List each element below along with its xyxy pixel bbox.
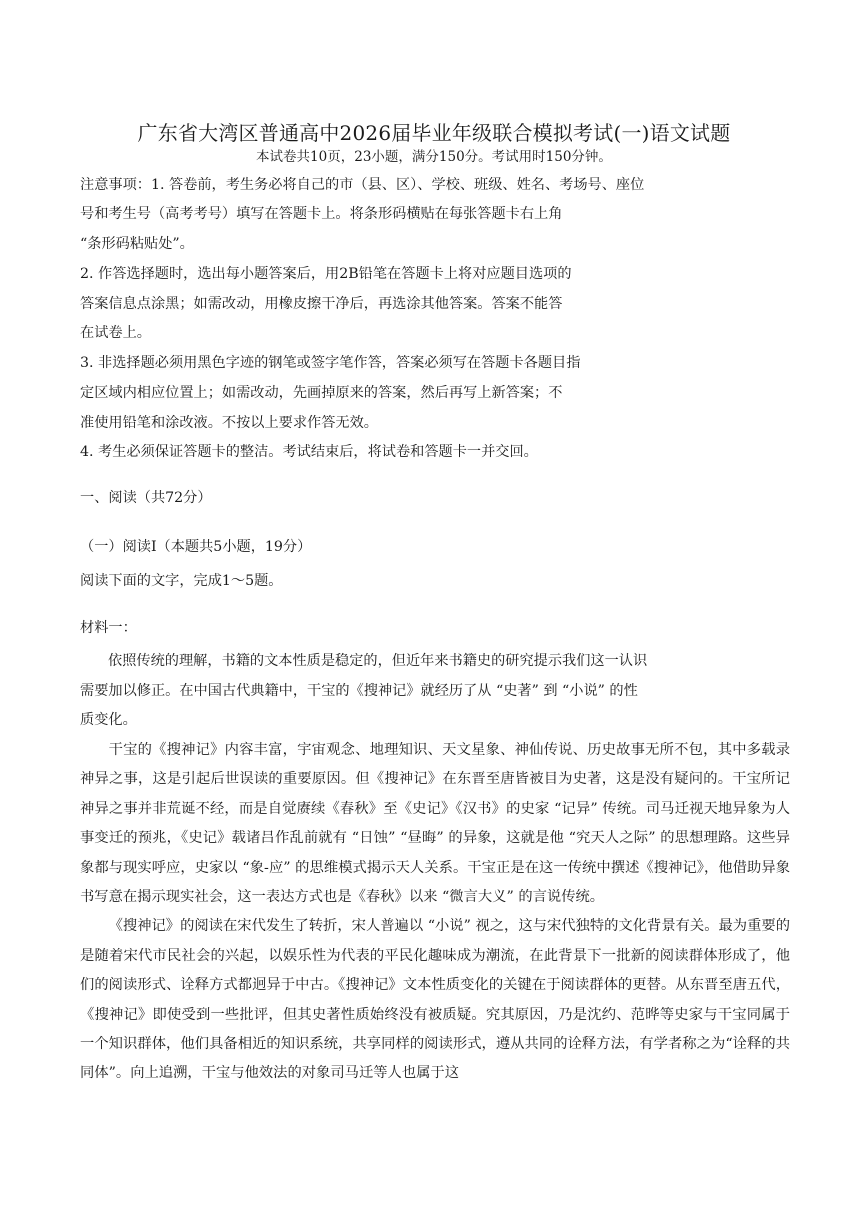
notice-line: 准使用铅笔和涂改液。不按以上要求作答无效。 [80, 415, 378, 431]
notice-line: 答案信息点涂黑；如需改动，用橡皮擦干净后，再选涂其他答案。答案不能答 [80, 296, 563, 312]
passage-paragraph: 干宝的《搜神记》内容丰富，宇宙观念、地理知识、天文星象、神仙传说、历史故事无所不包，其中多载录神异之事，这是引起后世误读的重要原因。但《搜神记》在东晋至唐皆被目为史著，这是没有疑问的。干宝所记神异之事并非荒诞不经，而是自觉赓续《春秋》至《史记》《汉书》的史家 “记异” 传统。司马迁视天地异象为人事变迁的预兆，《史记》载诸吕作乱前就有 “日蚀” “昼晦” 的异象，这就是他 “究天人之际” 的思想理路。这些异象都与现实呼应，史家以 “象-应” 的思维模式揭示天人关系。干宝正是在这一传统中撰述《搜神记》，他借助异象书写意在揭示现实社会，这一表达方式也是《春秋》以来 “微言大义” 的言说传统。 [80, 742, 790, 906]
passage-line: 需要加以修正。在中国古代典籍中，干宝的《搜神记》就经历了从 “史著” 到 “小说” 的性 [80, 683, 638, 699]
passage-line: 依照传统的理解，书籍的文本性质是稳定的，但近年来书籍史的研究提示我们这一认识 [108, 653, 648, 669]
passage-line: 质变化。 [80, 712, 137, 728]
section-subheading: （一）阅读Ⅰ（本题共5小题，19分） [80, 539, 312, 555]
notice-line: 4. 考生必须保证答题卡的整洁。考试结束后，将试卷和答题卡一并交回。 [80, 444, 538, 460]
notice-line: “条形码粘贴处”。 [80, 236, 194, 252]
material-label: 材料一： [80, 620, 137, 636]
passage-body [80, 736, 790, 1089]
passage-paragraph: 《搜神记》的阅读在宋代发生了转折，宋人普遍以 “小说” 视之，这与宋代独特的文化背景有关。最为重要的是随着宋代市民社会的兴起，以娱乐性为代表的平民化趣味成为潮流，在此背景下一批新的阅读群体形成了，他们的阅读形式、诠释方式都迥异于中古。《搜神记》文本性质变化的关键在于阅读群体的更替。从东晋至唐五代，《搜神记》即使受到一些批评，但其史著性质始终没有被质疑。究其原因，乃是沈约、范晔等史家与干宝同属于一个知识群体，他们具备相近的知识系统，共享同样的阅读形式，遵从共同的诠释方法，有学者称之为“诠释的共同体”。向上追溯，干宝与他效法的对象司马迁等人也属于这 [80, 918, 790, 1082]
notice-line: 注意事项：1. 答卷前，考生务必将自己的市（县、区）、学校、班级、姓名、考场号、座位 [80, 177, 645, 193]
reading-instruction: 阅读下面的文字，完成1～5题。 [80, 573, 283, 589]
section-heading: 一、阅读（共72分） [80, 490, 212, 506]
notice-line: 号和考生号（高考考号）填写在答题卡上。将条形码横贴在每张答题卡右上角 [80, 206, 563, 222]
notice-line: 定区域内相应位置上；如需改动，先画掉原来的答案，然后再写上新答案；不 [80, 385, 563, 401]
notice-line: 2. 作答选择题时，选出每小题答案后，用2B铅笔在答题卡上将对应题目选项的 [80, 266, 572, 282]
exam-title: 广东省大湾区普通高中2026届毕业年级联合模拟考试(一)语文试题 [137, 121, 731, 145]
notice-line: 3. 非选择题必须用黑色字迹的钢笔或签字笔作答，答案必须写在答题卡各题目指 [80, 355, 581, 371]
exam-subtitle: 本试卷共10页，23小题，满分150分。考试用时150分钟。 [256, 149, 612, 165]
notice-line: 在试卷上。 [80, 325, 151, 341]
